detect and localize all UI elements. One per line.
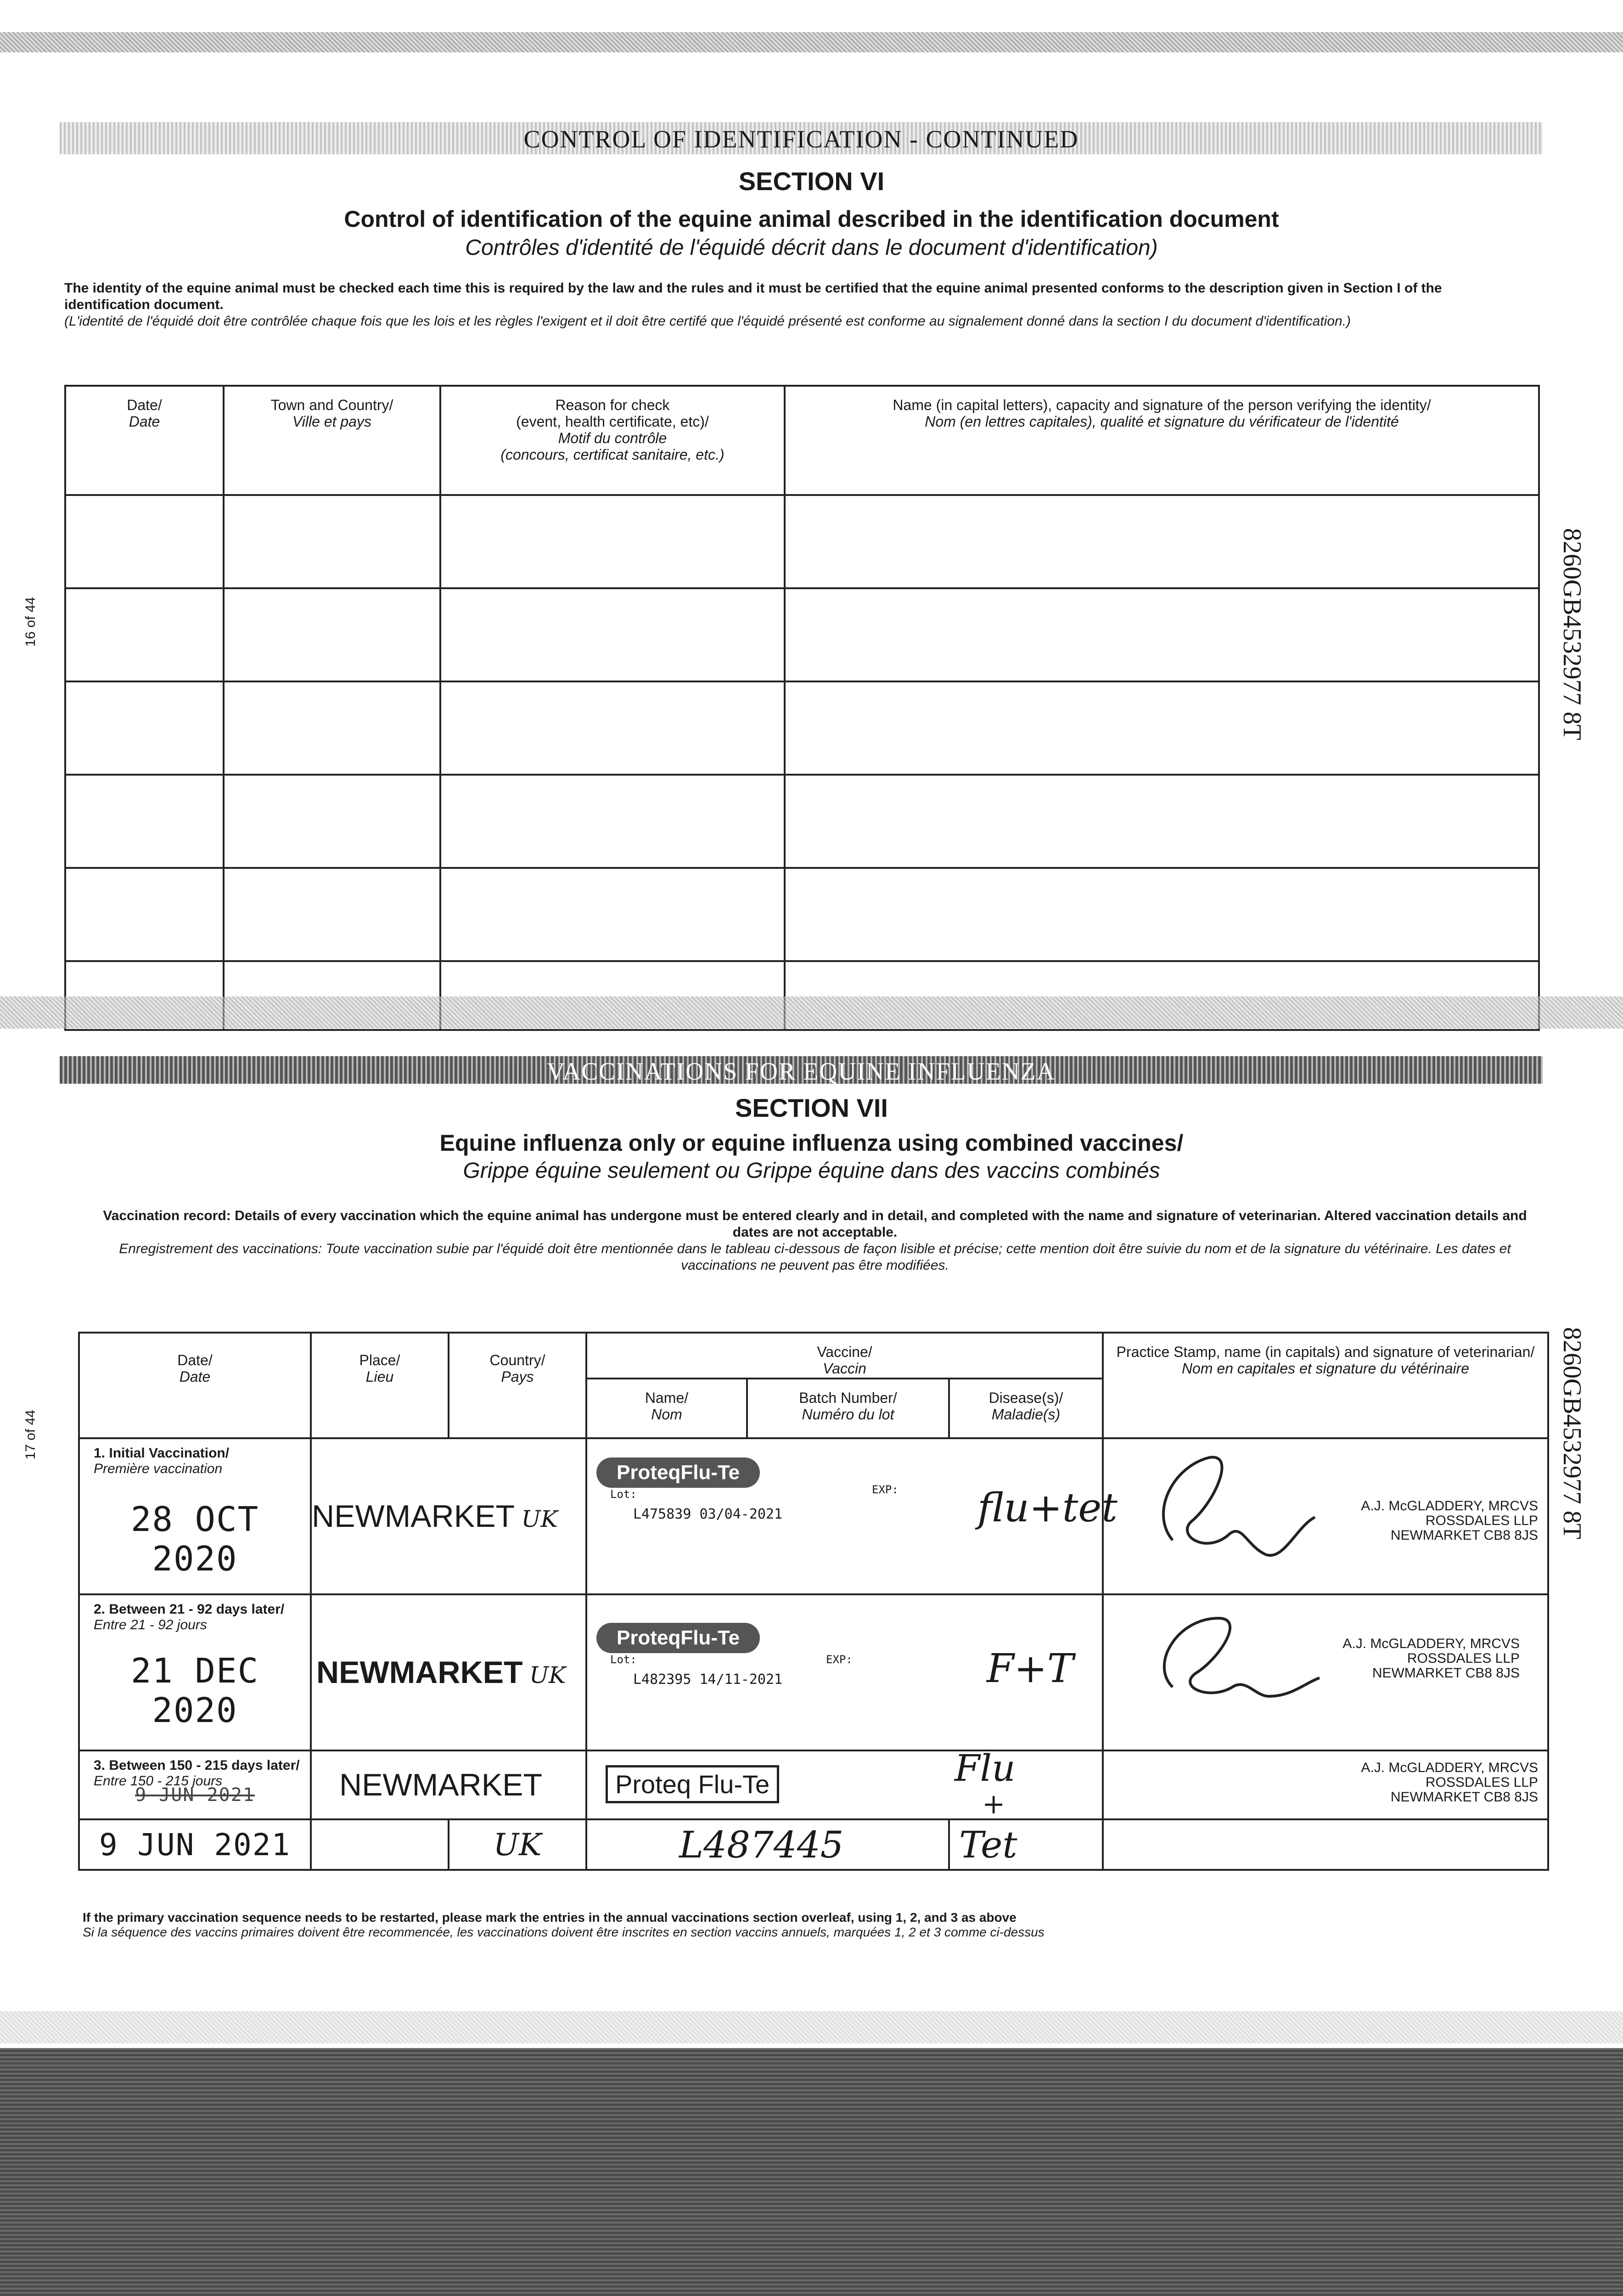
vaccination-row-3 (79, 1750, 1548, 1819)
vet-stamp (1361, 1499, 1538, 1543)
col-verifier: Name (in capital letters), capacity and signature of the person verifying the identity/ Nom (en lettres capitales), qualité et signature du vérificateur de l'identité (785, 386, 1539, 495)
section7-label: SECTION VII (735, 1093, 888, 1122)
col-vacc-date: Date/ Date (79, 1333, 311, 1438)
middle-scan-band (0, 996, 1623, 1029)
vacc-place: NEWMARKET (316, 1655, 523, 1690)
vet-practice: ROSSDALES LLP (1425, 1775, 1538, 1790)
entry-cell[interactable] (65, 775, 224, 868)
section6-label: SECTION VI (738, 167, 885, 196)
bottom-scan-block (0, 2048, 1623, 2296)
entry-cell[interactable] (785, 681, 1539, 775)
batch-number: L475839 03/04-2021 (633, 1506, 783, 1522)
table-row (65, 588, 1539, 681)
entry-cell[interactable] (65, 868, 224, 961)
entry-cell[interactable] (224, 868, 440, 961)
record-fr: Enregistrement des vaccinations: Toute vaccination subie par l'équidé doit être mentionnée dans le tableau ci-dessous de façon lisible et précise; cette mention doit être suivie du nom et de la signature du vétérinaire. Les dates et vaccinations ne peuvent pas être modifiées. (119, 1241, 1511, 1273)
top-scan-band (0, 32, 1623, 52)
table-row (65, 868, 1539, 961)
entry-cell[interactable] (440, 681, 785, 775)
vacc-country-cell[interactable] (449, 1819, 586, 1870)
vet-practice: ROSSDALES LLP (1407, 1651, 1520, 1666)
ueln-number-bottom: 8260GB4532977 8T (1558, 1327, 1586, 1539)
col-reason: Reason for check (event, health certificate, etc)/ Motif du contrôle (concours, certificat sanitaire, etc.) (440, 386, 785, 495)
vet-stamp-cell[interactable] (1103, 1594, 1548, 1750)
section6-title-fr: Contrôles d'identité de l'équidé décrit dans le document d'identification) (465, 236, 1158, 260)
row-label-en: 2. Between 21 - 92 days later/ (94, 1602, 285, 1617)
disease-1: Flu (955, 1747, 1016, 1790)
vaccine-label: Proteq Flu-Te (606, 1765, 779, 1803)
col-batch-number: Batch Number/ Numéro du lot (747, 1379, 949, 1438)
disease-cell[interactable] (949, 1819, 1103, 1870)
vet-address: NEWMARKET CB8 8JS (1390, 1790, 1538, 1805)
vacc-place-country-cell[interactable] (311, 1594, 586, 1750)
page-number-16: 16 of 44 (23, 597, 38, 647)
vacc-date: 9 JUN 2021 (99, 1827, 291, 1863)
exp-label: EXP: (872, 1483, 899, 1496)
vacc-place: NEWMARKET (312, 1499, 515, 1534)
lot-label: Lot: (610, 1653, 637, 1666)
entry-cell[interactable] (440, 775, 785, 868)
row-label-en: 3. Between 150 - 215 days later/ (94, 1758, 300, 1773)
disease-2: + (982, 1788, 1005, 1820)
vaccine-label: ProteqFlu-Te (596, 1458, 760, 1488)
vaccination-row-2 (79, 1594, 1548, 1750)
vacc-date-cell-2[interactable] (79, 1819, 311, 1870)
vacc-country: UK (521, 1506, 558, 1532)
col-vaccine-group: Vaccine/ Vaccin (586, 1333, 1103, 1379)
vacc-date-struck: 9 JUN 2021 (135, 1784, 255, 1806)
vacc-date-cell[interactable] (79, 1750, 311, 1819)
vet-cell-2[interactable] (1103, 1819, 1548, 1870)
row-label-fr: Entre 21 - 92 jours (94, 1617, 207, 1632)
bottom-faint-band (0, 2011, 1623, 2043)
section7-banner-text: VACCINATIONS FOR EQUINE INFLUENZA (547, 1058, 1056, 1085)
entry-cell[interactable] (440, 588, 785, 681)
batch-number: L482395 14/11-2021 (633, 1671, 783, 1688)
section7-banner (60, 1056, 1543, 1084)
vacc-vaccine-cell[interactable] (586, 1438, 1118, 1594)
col-date: Date/ Date (65, 386, 224, 495)
vet-stamp-cell[interactable] (1103, 1438, 1548, 1594)
table-row (65, 775, 1539, 868)
row-label-fr: Entre 150 - 215 jours (94, 1773, 223, 1789)
col-vaccine-name: Name/ Nom (586, 1379, 747, 1438)
lot-label: Lot: (610, 1488, 637, 1501)
row-label-fr: Première vaccination (94, 1461, 223, 1476)
vaccination-record-text (87, 1208, 1543, 1274)
vet-stamp-cell[interactable] (1103, 1750, 1548, 1819)
entry-cell[interactable] (65, 588, 224, 681)
col-vacc-country: Country/ Pays (449, 1333, 586, 1438)
entry-cell[interactable] (224, 588, 440, 681)
record-en: Vaccination record: Details of every vaccination which the equine animal has undergone must be entered clearly and in detail, and completed with the name and signature of veterinarian. Altered vaccination details and dates are not acceptable. (103, 1208, 1527, 1240)
section6-instructions (64, 280, 1520, 330)
vet-stamp (1361, 1761, 1538, 1805)
col-vacc-place: Place/ Lieu (311, 1333, 449, 1438)
entry-cell[interactable] (440, 495, 785, 588)
vet-signature (1131, 1448, 1324, 1577)
page-number-17: 17 of 44 (23, 1410, 38, 1460)
vaccination-table (78, 1332, 1549, 1871)
vet-name: A.J. McGLADDERY, MRCVS (1342, 1636, 1520, 1651)
vaccination-footnote (83, 1910, 1552, 1940)
empty-place-cell[interactable] (311, 1819, 449, 1870)
vacc-date: 28 OCT 2020 (130, 1500, 259, 1579)
footnote-fr: Si la séquence des vaccins primaires doivent être recommencée, les vaccinations doivent être inscrites en section vaccins annuels, marquées 1, 2 et 3 comme ci-dessus (83, 1925, 1045, 1939)
vaccination-row-3b (79, 1819, 1548, 1870)
batch-cell[interactable] (586, 1819, 949, 1870)
col-practice-stamp: Practice Stamp, name (in capitals) and signature of veterinarian/ Nom en capitales et signature du vétérinaire (1103, 1333, 1548, 1438)
col-disease: Disease(s)/ Maladie(s) (949, 1379, 1103, 1438)
entry-cell[interactable] (224, 681, 440, 775)
entry-cell[interactable] (785, 868, 1539, 961)
vacc-place-cell[interactable] (311, 1750, 586, 1819)
entry-cell[interactable] (785, 775, 1539, 868)
table-row (65, 495, 1539, 588)
entry-cell[interactable] (785, 588, 1539, 681)
vaccination-row-1 (79, 1438, 1548, 1594)
vet-name: A.J. McGLADDERY, MRCVS (1361, 1760, 1538, 1775)
instruction-fr: (L'identité de l'équidé doit être contrôlée chaque fois que les lois et les règles l'exigent et il doit être certifé que l'équidé présenté est conforme au signalement donné dans la section I du document d'identification.) (64, 314, 1351, 329)
disease-text: F+T (987, 1646, 1074, 1692)
vet-practice: ROSSDALES LLP (1425, 1513, 1538, 1528)
col-town-country: Town and Country/ Ville et pays (224, 386, 440, 495)
vet-address: NEWMARKET CB8 8JS (1390, 1528, 1538, 1543)
instruction-en: The identity of the equine animal must be checked each time this is required by the law and the rules and it must be certified that the equine animal presented conforms to the description given in Section I of the identification document. (64, 281, 1442, 312)
entry-cell[interactable] (224, 775, 440, 868)
section7-title-fr: Grippe équine seulement ou Grippe équine dans des vaccins combinés (463, 1159, 1160, 1183)
entry-cell[interactable] (224, 495, 440, 588)
section6-title-en: Control of identification of the equine animal described in the identification document (344, 206, 1279, 232)
vacc-vaccine-cell[interactable] (586, 1747, 1103, 1820)
identity-check-table (64, 385, 1540, 1031)
section6-banner-text: CONTROL OF IDENTIFICATION - CONTINUED (523, 125, 1079, 153)
exp-label: EXP: (826, 1653, 853, 1666)
vacc-date-cell[interactable] (79, 1438, 311, 1594)
vacc-place-country-cell[interactable] (311, 1438, 586, 1594)
section6-banner (60, 122, 1543, 154)
vacc-date-cell[interactable] (79, 1594, 311, 1750)
entry-cell[interactable] (440, 868, 785, 961)
batch-number: L487445 (679, 1823, 844, 1866)
footnote-en: If the primary vaccination sequence needs to be restarted, please mark the entries in the annual vaccinations section overleaf, using 1, 2, and 3 as above (83, 1910, 1016, 1925)
row-label-en: 1. Initial Vaccination/ (94, 1446, 230, 1461)
disease-3: Tet (959, 1823, 1017, 1866)
vacc-date: 21 DEC 2020 (130, 1651, 259, 1730)
disease-text: flu+tet (977, 1485, 1118, 1531)
entry-cell[interactable] (65, 681, 224, 775)
entry-cell[interactable] (785, 495, 1539, 588)
table-row (65, 681, 1539, 775)
vet-stamp (1342, 1637, 1520, 1681)
vet-address: NEWMARKET CB8 8JS (1372, 1666, 1520, 1681)
vacc-country: UK (493, 1827, 542, 1863)
section7-title-en: Equine influenza only or equine influenza using combined vaccines/ (439, 1130, 1184, 1156)
vaccine-label: ProteqFlu-Te (596, 1623, 760, 1653)
vacc-country: UK (529, 1662, 566, 1688)
vacc-vaccine-cell[interactable] (586, 1594, 1103, 1750)
vet-signature (1131, 1609, 1324, 1719)
ueln-number-top: 8260GB4532977 8T (1558, 528, 1586, 740)
vacc-place: NEWMARKET (339, 1767, 542, 1802)
entry-cell[interactable] (65, 495, 224, 588)
vet-name: A.J. McGLADDERY, MRCVS (1361, 1498, 1538, 1514)
